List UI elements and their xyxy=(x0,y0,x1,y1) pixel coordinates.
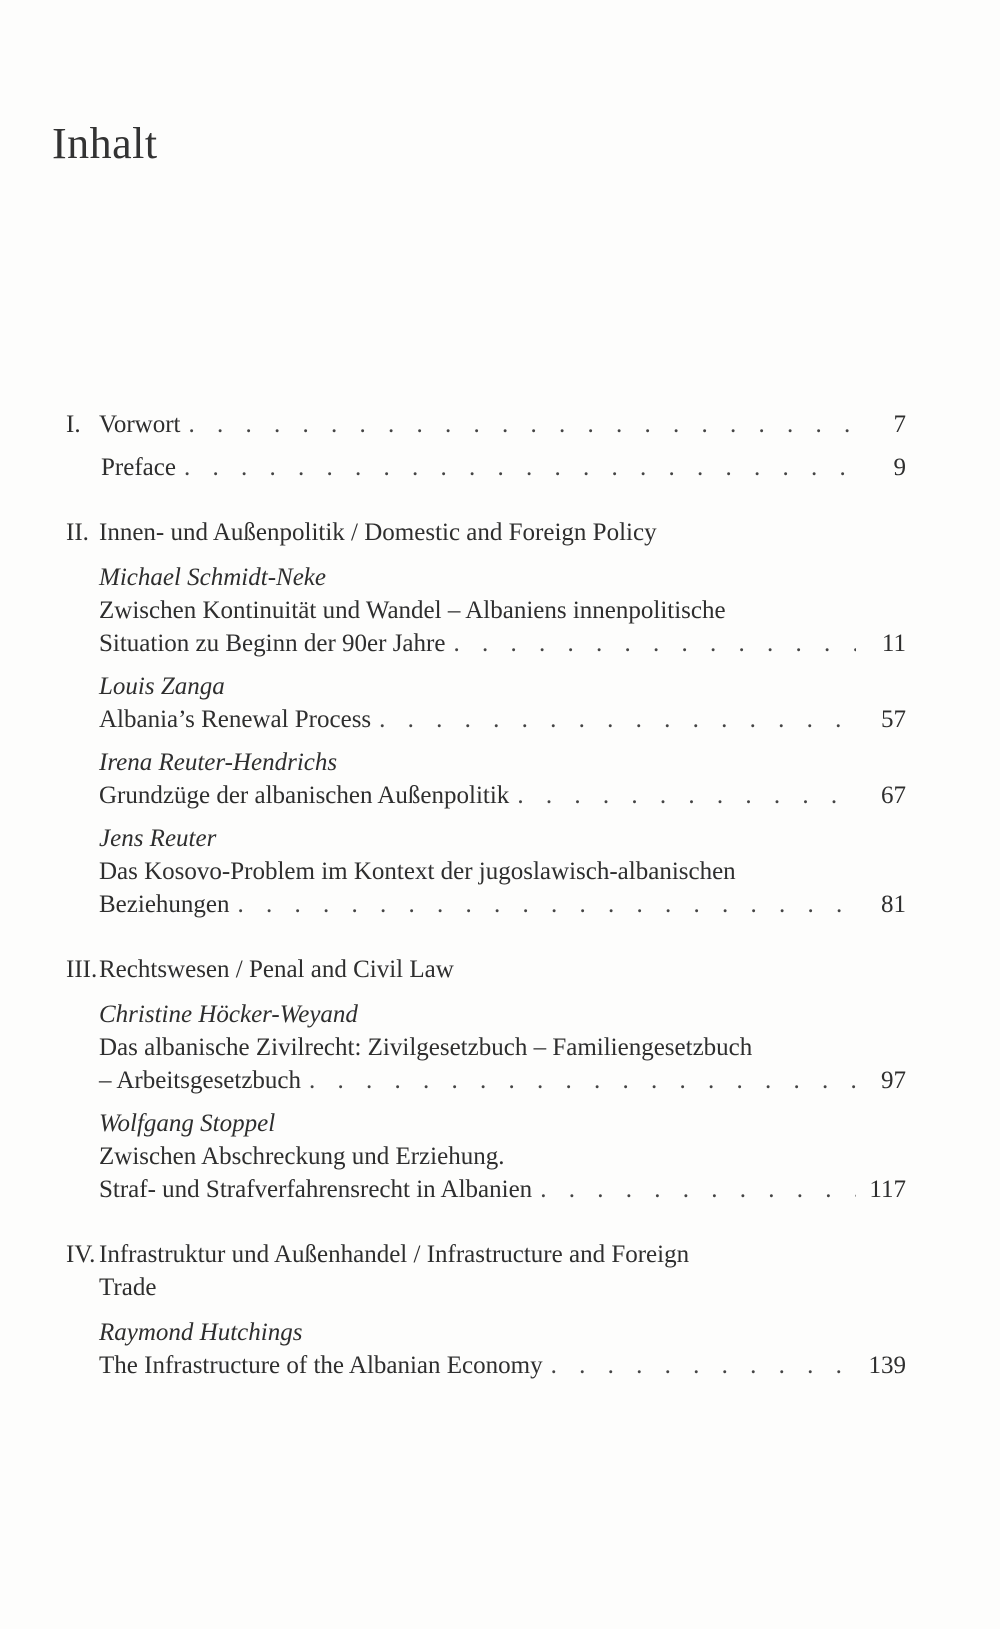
section-numeral: IV. xyxy=(66,1241,96,1268)
entry-title-line: – Arbeitsgesetzbuch xyxy=(99,1067,302,1094)
toc-entry xyxy=(99,561,906,660)
section-title: Rechtswesen / Penal and Civil Law xyxy=(99,956,454,983)
page-number: 11 xyxy=(881,630,906,657)
dot-leader xyxy=(371,703,856,736)
page-number: 81 xyxy=(881,891,906,918)
toc-entry xyxy=(99,746,906,812)
dot-leader xyxy=(445,627,856,660)
entry-last-line xyxy=(99,627,906,660)
entry-last-line xyxy=(99,1349,906,1382)
entry-last-line xyxy=(99,1064,906,1097)
section-title: Innen- und Außenpolitik / Domestic and Foreign Policy xyxy=(99,519,657,546)
entry-title-line: Zwischen Abschreckung und Erziehung. xyxy=(99,1143,505,1170)
entry-title-line: Grundzüge der albanischen Außenpolitik xyxy=(99,782,510,809)
entry-title-line: The Infrastructure of the Albanian Economy xyxy=(99,1352,543,1379)
entry-title-line: Das albanische Zivilrecht: Zivilgesetzbuch – Familiengesetzbuch xyxy=(99,1034,753,1061)
section-body xyxy=(99,1238,906,1392)
entry-last-line xyxy=(99,779,906,812)
dot-leader xyxy=(180,408,856,441)
entry-author: Irena Reuter-Hendrichs xyxy=(99,749,338,776)
page-title: Inhalt xyxy=(52,119,158,168)
entry-title-line: Beziehungen xyxy=(99,891,230,918)
toc-section-2 xyxy=(66,516,906,931)
entry-author: Jens Reuter xyxy=(99,825,217,852)
toc-entry xyxy=(99,998,906,1097)
section-numeral: II. xyxy=(66,519,89,546)
entry-author: Christine Höcker-Weyand xyxy=(99,1001,358,1028)
dot-leader xyxy=(176,451,856,484)
section-numeral: I. xyxy=(66,411,81,438)
dot-leader xyxy=(532,1173,856,1206)
entry-title-line: Straf- und Strafverfahrensrecht in Albanien xyxy=(99,1176,533,1203)
entry-last-line xyxy=(99,1173,906,1206)
toc-section-4 xyxy=(66,1238,906,1392)
table-of-contents xyxy=(66,408,906,1414)
section-title-line: Trade xyxy=(99,1274,157,1301)
page-number: 7 xyxy=(893,411,906,438)
toc-entry-vorwort xyxy=(99,408,906,441)
dot-leader xyxy=(230,888,856,921)
toc-entry xyxy=(99,1107,906,1206)
page-number: 117 xyxy=(869,1176,906,1203)
section-body xyxy=(99,408,906,494)
section-body xyxy=(99,516,906,931)
dot-leader xyxy=(543,1349,856,1382)
dot-leader xyxy=(301,1064,856,1097)
entry-author: Raymond Hutchings xyxy=(99,1319,303,1346)
entry-last-line xyxy=(99,703,906,736)
entry-title-line: Das Kosovo-Problem im Kontext der jugoslawisch-albanischen xyxy=(99,858,736,885)
page-number: 67 xyxy=(881,782,906,809)
dot-leader xyxy=(509,779,856,812)
section-body xyxy=(99,953,906,1216)
section-title xyxy=(99,1238,906,1304)
toc-section-1 xyxy=(66,408,906,494)
page-number: 139 xyxy=(868,1352,906,1379)
page-number: 97 xyxy=(881,1067,906,1094)
toc-entry-preface xyxy=(99,451,906,484)
section-title-line: Infrastruktur und Außenhandel / Infrastructure and Foreign xyxy=(99,1241,690,1268)
section-numeral: III. xyxy=(66,956,98,983)
entry-author: Michael Schmidt-Neke xyxy=(99,564,326,591)
entry-title-line: Albania’s Renewal Process xyxy=(99,706,372,733)
entry-author: Wolfgang Stoppel xyxy=(99,1110,276,1137)
page-number: 57 xyxy=(881,706,906,733)
entry-title: Preface xyxy=(101,454,176,481)
entry-author: Louis Zanga xyxy=(99,673,225,700)
page-number: 9 xyxy=(893,454,906,481)
entry-title-line: Zwischen Kontinuität und Wandel – Albaniens innenpolitische xyxy=(99,597,726,624)
entry-title-line: Situation zu Beginn der 90er Jahre xyxy=(99,630,446,657)
toc-entry xyxy=(99,822,906,921)
toc-entry xyxy=(99,1316,906,1382)
entry-last-line xyxy=(99,888,906,921)
toc-section-3 xyxy=(66,953,906,1216)
toc-entry xyxy=(99,670,906,736)
entry-title: Vorwort xyxy=(99,411,181,438)
